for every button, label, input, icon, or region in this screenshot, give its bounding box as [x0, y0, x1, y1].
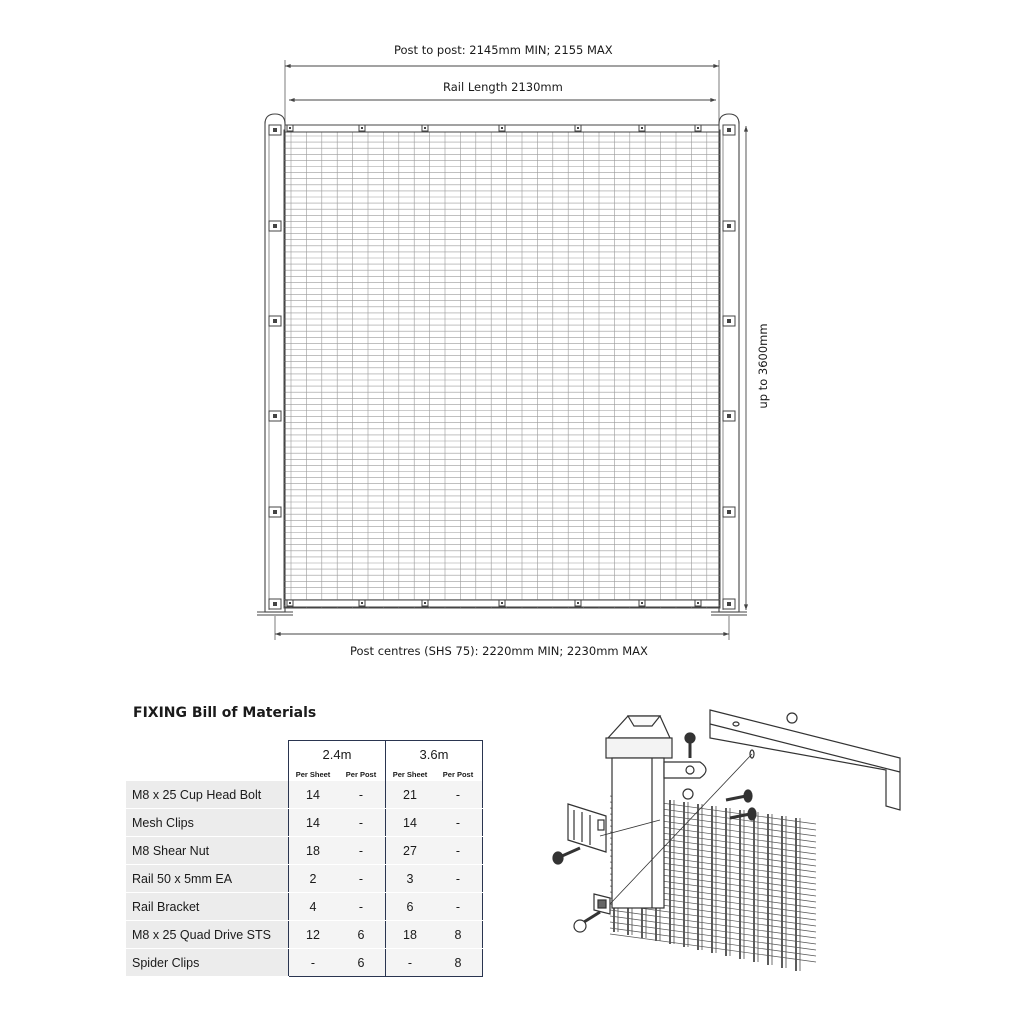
post-clip-bolt	[273, 128, 277, 132]
post-cap	[606, 716, 672, 758]
post-clip-bolt	[727, 319, 731, 323]
table-row	[126, 781, 483, 809]
quantity-cell: 8	[434, 949, 483, 977]
arrowhead	[275, 632, 281, 636]
item-name: M8 x 25 Quad Drive STS	[126, 921, 289, 949]
quantity-cell: 6	[337, 921, 386, 949]
exploded-fixing-illustration	[540, 700, 920, 980]
rail-fixing-bolt	[289, 602, 291, 604]
subheader-per-post: Per Post	[434, 767, 483, 781]
quantity-cell: -	[337, 809, 386, 837]
mesh-wire-horizontal	[610, 934, 816, 962]
mesh-wire-horizontal	[610, 928, 816, 956]
post-clip-bolt	[727, 128, 731, 132]
post-cap	[719, 114, 739, 124]
post	[265, 122, 285, 612]
post-clip-bolt	[727, 510, 731, 514]
arrowhead	[713, 64, 719, 68]
mesh-wire-horizontal	[610, 916, 816, 944]
rail-fixing-bolt	[424, 127, 426, 129]
item-name: Rail Bracket	[126, 893, 289, 921]
rail-fixing-bolt	[697, 127, 699, 129]
item-name: M8 x 25 Cup Head Bolt	[126, 781, 289, 809]
bom-title: FIXING Bill of Materials	[133, 705, 317, 721]
quantity-cell: -	[434, 865, 483, 893]
table-row	[126, 949, 483, 977]
group-header-2-4m: 2.4m	[289, 741, 386, 768]
rail-fixing-bolt	[424, 602, 426, 604]
quantity-cell: 14	[289, 781, 338, 809]
arrowhead	[710, 98, 716, 102]
arrowhead	[285, 64, 291, 68]
rail-fixing-bolt	[361, 127, 363, 129]
rail-fixing-bolt	[501, 602, 503, 604]
rail-fixing-bolt	[501, 127, 503, 129]
arrowhead	[744, 126, 748, 132]
post	[719, 122, 739, 612]
rail-fixing-bolt	[289, 127, 291, 129]
mesh-wire-horizontal	[610, 922, 816, 950]
post	[612, 758, 664, 908]
post-to-post-label: Post to post: 2145mm MIN; 2155 MAX	[394, 43, 613, 57]
quantity-cell: 27	[386, 837, 435, 865]
quantity-cell: -	[337, 865, 386, 893]
quantity-cell: -	[337, 837, 386, 865]
group-header-3-6m: 3.6m	[386, 741, 483, 768]
quantity-cell: 6	[386, 893, 435, 921]
item-name: Rail 50 x 5mm EA	[126, 865, 289, 893]
quantity-cell: 8	[434, 921, 483, 949]
table-row	[126, 921, 483, 949]
height-label: up to 3600mm	[756, 323, 770, 409]
post-clip-bolt	[273, 510, 277, 514]
quantity-cell: -	[434, 781, 483, 809]
rail-fixing-bolt	[361, 602, 363, 604]
table-row	[126, 893, 483, 921]
mesh-wire-horizontal	[610, 910, 816, 938]
arrowhead	[723, 632, 729, 636]
quantity-cell: -	[434, 837, 483, 865]
quantity-cell: -	[289, 949, 338, 977]
quantity-cell: 21	[386, 781, 435, 809]
post-clip-bolt	[273, 602, 277, 606]
quantity-cell: 18	[386, 921, 435, 949]
post-cap	[265, 114, 285, 124]
quantity-cell: -	[434, 893, 483, 921]
rail-fixing-bolt	[641, 602, 643, 604]
quantity-cell: -	[434, 809, 483, 837]
table-row	[126, 809, 483, 837]
mesh-outline	[284, 130, 720, 608]
rail-fixing-bolt	[577, 602, 579, 604]
post-clip-bolt	[727, 414, 731, 418]
rail-length-label: Rail Length 2130mm	[443, 80, 563, 94]
quantity-cell: 4	[289, 893, 338, 921]
post-clip-bolt	[727, 224, 731, 228]
post-clip-bolt	[273, 224, 277, 228]
post-centres-label: Post centres (SHS 75): 2220mm MIN; 2230mm MAX	[350, 644, 648, 658]
quantity-cell: 3	[386, 865, 435, 893]
quantity-cell: 14	[289, 809, 338, 837]
rail-bracket	[664, 762, 706, 799]
quantity-cell: 2	[289, 865, 338, 893]
spider-clip	[594, 894, 610, 914]
quantity-cell: -	[337, 781, 386, 809]
post-clip-bolt	[273, 414, 277, 418]
mesh-panel	[284, 130, 720, 608]
arrowhead	[744, 604, 748, 610]
arrowhead	[289, 98, 295, 102]
item-name: Mesh Clips	[126, 809, 289, 837]
post-clip-bolt	[273, 319, 277, 323]
rail-fixing-bolt	[641, 127, 643, 129]
quantity-cell: 6	[337, 949, 386, 977]
mesh-clip	[568, 804, 606, 852]
quantity-cell: 12	[289, 921, 338, 949]
subheader-per-sheet: Per Sheet	[289, 767, 338, 781]
quantity-cell: 14	[386, 809, 435, 837]
subheader-per-post: Per Post	[337, 767, 386, 781]
rail-fixing-bolt	[697, 602, 699, 604]
bom-rows	[126, 781, 483, 977]
quantity-cell: -	[386, 949, 435, 977]
bom-table	[126, 740, 483, 977]
post-clip-bolt	[727, 602, 731, 606]
subheader-per-sheet: Per Sheet	[392, 769, 428, 779]
table-row	[126, 865, 483, 893]
quantity-cell: 18	[289, 837, 338, 865]
rail-fixing-bolt	[577, 127, 579, 129]
table-row	[126, 837, 483, 865]
item-name: Spider Clips	[126, 949, 289, 977]
quantity-cell: -	[337, 893, 386, 921]
item-name: M8 Shear Nut	[126, 837, 289, 865]
angle-rail	[710, 710, 900, 810]
